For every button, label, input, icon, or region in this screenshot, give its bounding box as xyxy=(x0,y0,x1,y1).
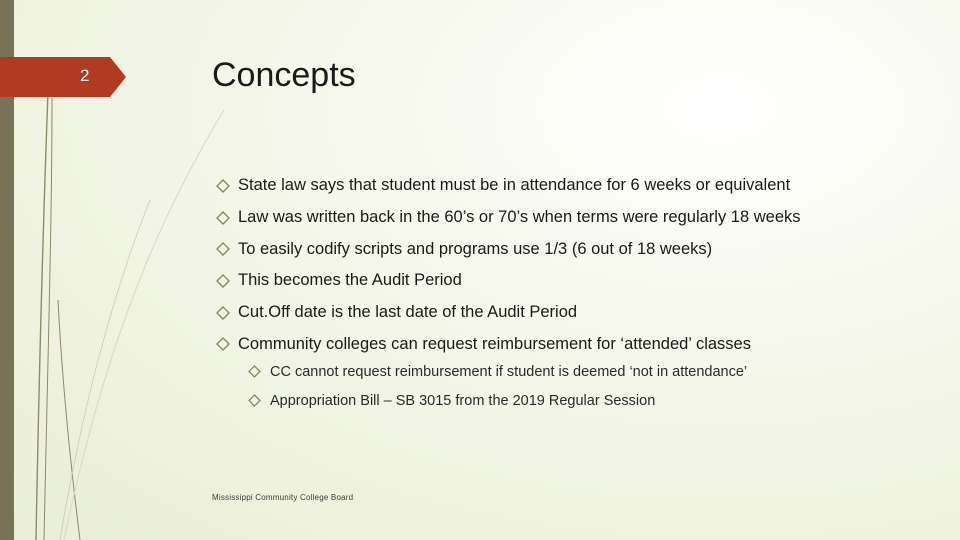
sub-bullet-item xyxy=(248,357,747,386)
sub-bullet-text: CC cannot request reimbursement if student is deemed ‘not in attendance’ xyxy=(270,363,748,380)
bullet-item xyxy=(216,233,801,265)
slide-title: Concepts xyxy=(212,56,356,94)
diamond-bullet-icon xyxy=(216,306,230,320)
bullet-list xyxy=(216,170,801,360)
bullet-text: State law says that student must be in attendance for 6 weeks or equivalent xyxy=(238,176,791,195)
bullet-text: To easily codify scripts and programs use 1/3 (6 out of 18 weeks) xyxy=(238,239,713,258)
diamond-bullet-icon xyxy=(216,274,230,288)
bullet-item xyxy=(216,265,801,297)
bullet-item xyxy=(216,170,801,202)
bullet-text: Community colleges can request reimbursement for ‘attended’ classes xyxy=(238,334,751,353)
sub-bullet-text: Appropriation Bill – SB 3015 from the 2019 Regular Session xyxy=(270,392,656,409)
bullet-item xyxy=(216,328,801,360)
bullet-item xyxy=(216,202,801,234)
sub-bullet-item xyxy=(248,386,747,415)
bullet-item xyxy=(216,297,801,329)
slide-number: 2 xyxy=(80,66,90,85)
diamond-bullet-icon xyxy=(248,394,261,407)
slide-footer: Mississippi Community College Board xyxy=(212,493,354,502)
diamond-bullet-icon xyxy=(216,211,230,225)
bullet-text: This becomes the Audit Period xyxy=(238,271,462,290)
diamond-bullet-icon xyxy=(248,365,261,378)
sub-bullet-list xyxy=(248,357,747,415)
bullet-text: Cut.Off date is the last date of the Audit Period xyxy=(238,303,578,322)
diamond-bullet-icon xyxy=(216,242,230,256)
slide-number-tab xyxy=(0,57,126,97)
diamond-bullet-icon xyxy=(216,337,230,351)
diamond-bullet-icon xyxy=(216,179,230,193)
bullet-text: Law was written back in the 60’s or 70’s when terms were regularly 18 weeks xyxy=(238,208,801,227)
